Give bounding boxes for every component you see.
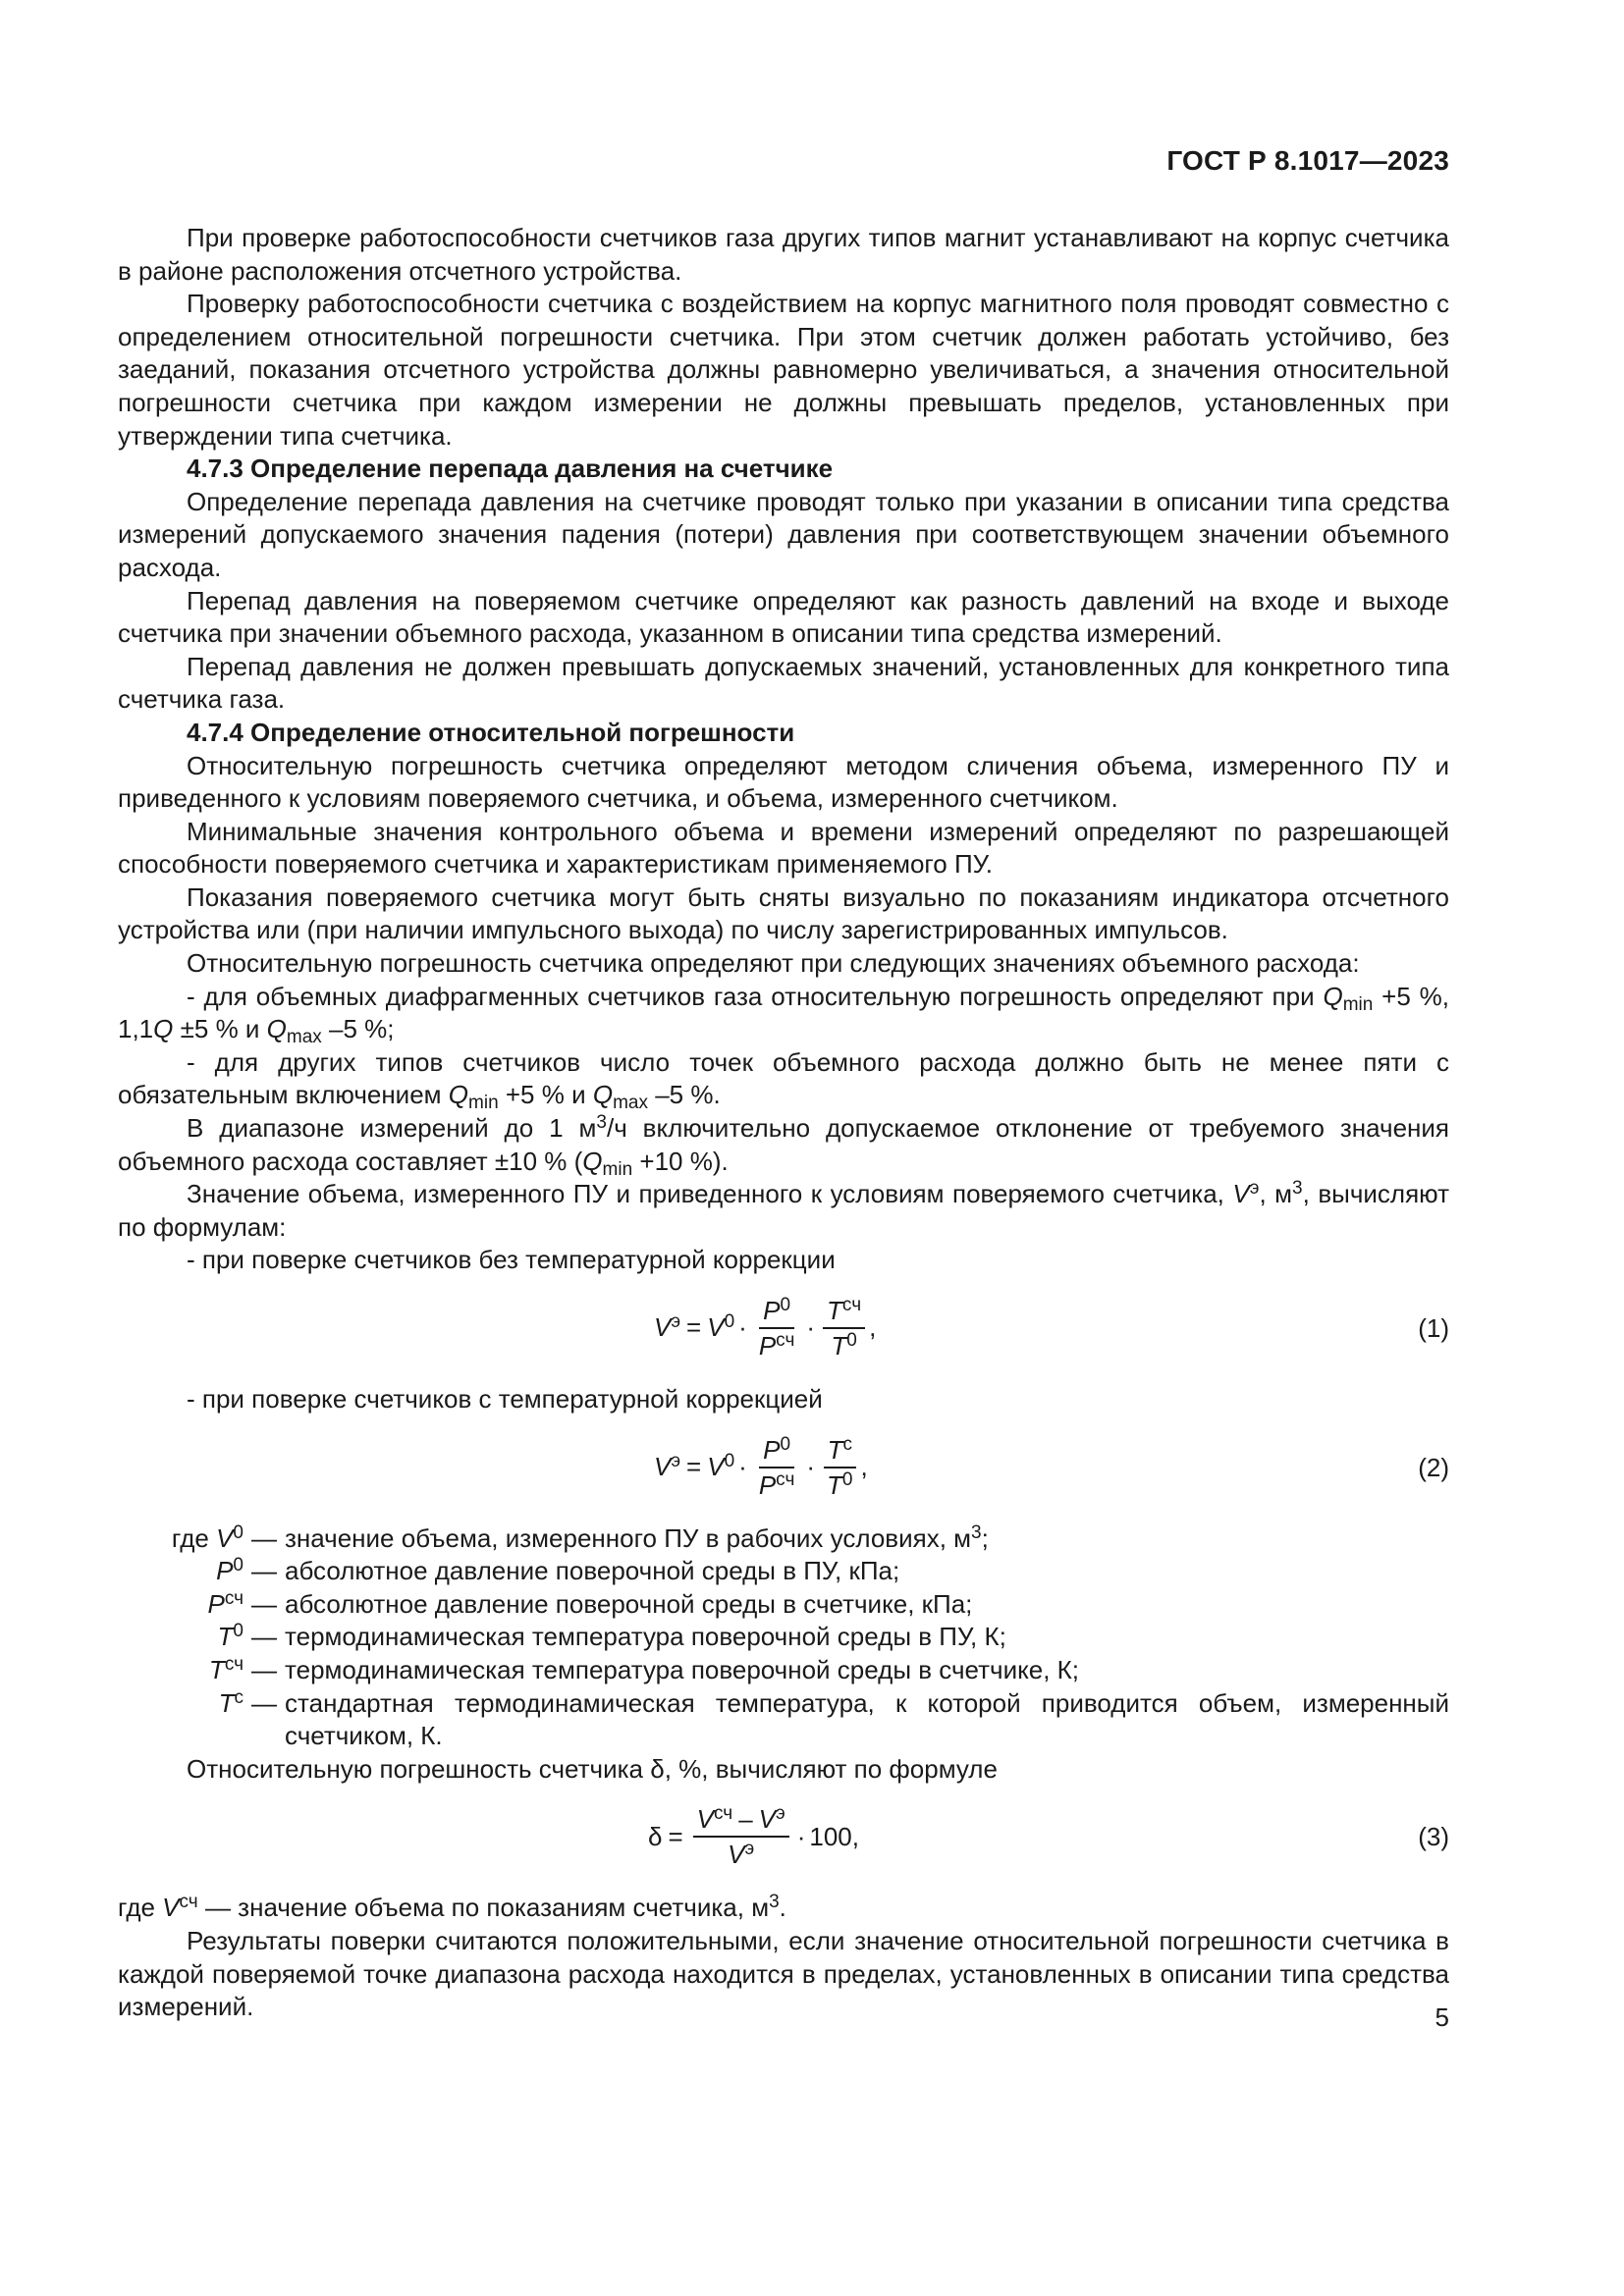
formula-1-number: (1): [1418, 1313, 1449, 1343]
paragraph-9: Относительную погрешность счетчика определяют при следующих значениях объемного расхода:: [187, 948, 1360, 979]
formula-1-expression: $V^э$ = $V^0$ · $\frac{P^0}{P^{сч}}$ · $\frac{T^{сч}}{T^0}$ ,: [654, 1295, 877, 1361]
paragraph-1: При проверке работоспособности счетчиков газа других типов магнит устанавливают на корпус счетчика в районе расположения отсчетного устройства.: [118, 223, 1449, 286]
paragraph-10: В диапазоне измерений до 1 $м^3/ч$ включительно допускаемое отклонение от требуемого значения объемного расхода составляет ±10 % ($Q_{min} +10$ %).: [118, 1112, 1450, 1180]
list-item-other-types: - для других типов счетчиков число точек объемного расхода должно быть не менее пяти с обязательным включением $Q_{min} +5$ % и $Q_{max}$ –5 %.: [118, 1046, 1449, 1114]
paragraph-12: Относительную погрешность счетчика δ, %, вычисляют по формуле: [187, 1753, 998, 1784]
definition-tsch: $T^{сч}$ — термодинамическая температура поверочной среды в счетчике, К;: [208, 1653, 1080, 1684]
fraction-volume-difference: $\frac{V^{сч} - V^э}{V^э}$: [693, 1804, 789, 1869]
page-number: 5: [1435, 2002, 1449, 2032]
definition-p0: $P^0$ — абсолютное давление поверочной среды в ПУ, кПа;: [216, 1555, 900, 1586]
symbol-definitions: [118, 1522, 1449, 1753]
dash-item-with-correction: - при поверке счетчиков с температурной коррекцией: [187, 1384, 823, 1414]
paragraph-7: Минимальные значения контрольного объема и времени измерений определяют по разрешающей способности поверяемого счетчика и характеристикам применяемого ПУ.: [118, 816, 1449, 880]
paragraph-11: Значение объема, измеренного ПУ и приведенного к условиям поверяемого счетчика, $V^э$, $м^3$, вычисляют по формулам:: [118, 1178, 1450, 1242]
definition-vsch: где $V^{сч}$ — значение объема по показаниям счетчика, $м^3$.: [118, 1892, 786, 1923]
dash-item-no-correction: - при поверке счетчиков без температурной коррекции: [187, 1245, 836, 1275]
section-heading-4-7-3: 4.7.3 Определение перепада давления на счетчике: [187, 454, 834, 484]
paragraph-2: Проверку работоспособности счетчика с воздействием на корпус магнитного поля проводят совместно с определением относительной погрешности счетчика. При этом счетчик должен работать устойчиво, без заеданий, показания отсчетного устройства должны равномерно увеличиваться, а значения относительной погрешности счетчика при каждом измерении не должны превышать пределов, установленных при утверждении типа счетчика.: [118, 289, 1449, 451]
fraction-pressure-2: $\frac{P^0}{P^{сч}}$: [758, 1433, 795, 1500]
paragraph-13: Результаты поверки считаются положительными, если значение относительной погрешности счетчика в каждой поверяемой точке диапазона расхода находится в пределах, установленных в описании типа средства измерений.: [118, 1925, 1449, 2022]
paragraph-5: Перепад давления не должен превышать допускаемых значений, установленных для конкретного типа счетчика газа.: [118, 651, 1449, 715]
list-item-diaphragm: - для объемных диафрагменных счетчиков газа относительную погрешность определяют при $Q_{min} +5$ %, 1,1Q ±5 % и $Q_{max}$ –5 %;: [118, 981, 1450, 1048]
formula-2: [118, 1426, 1449, 1509]
definition-psch: $P^{сч}$ — абсолютное давление поверочной среды в счетчике, кПа;: [207, 1587, 973, 1619]
fraction-pressure: $\frac{P^0}{P^{сч}}$: [758, 1295, 795, 1361]
formula-2-number: (2): [1418, 1452, 1449, 1482]
formula-2-expression: $V^э$ = $V^0$ · $\frac{P^0}{P^{сч}}$ · $\frac{T^с}{T^0}$ ,: [654, 1433, 868, 1500]
paragraph-4: Перепад давления на поверяемом счетчике определяют как разность давлений на входе и выходе счетчика при значении объемного расхода, указанном в описании типа средства измерений.: [118, 585, 1449, 649]
paragraph-8: Показания поверяемого счетчика могут быть сняты визуально по показаниям индикатора отсчетного устройства или (при наличии импульсного выхода) по числу зарегистрированных импульсов.: [118, 881, 1449, 945]
fraction-temperature: $\frac{T^{сч}}{T^0}$: [823, 1296, 865, 1361]
section-heading-4-7-4: 4.7.4 Определение относительной погрешности: [187, 717, 795, 747]
definition-tc: $T^с$ — стандартная термодинамическая температура, к которой приводится объем, измеренный счетчиком, К.: [218, 1686, 1449, 1751]
standard-header: ГОСТ Р 8.1017—2023: [1166, 145, 1449, 176]
formula-3-number: (3): [1418, 1822, 1449, 1852]
definition-v0: где $V^0$ — значение объема, измеренного ПУ в рабочих условиях, $м^3$;: [171, 1522, 989, 1553]
formula-3-expression: δ = $\frac{V^{сч} - V^э}{V^э}$ · 100,: [648, 1803, 859, 1870]
formula-3: [118, 1795, 1449, 1878]
definition-t0: $T^0$ — термодинамическая температура поверочной среды в ПУ, К;: [217, 1621, 1006, 1652]
paragraph-6: Относительную погрешность счетчика определяют методом сличения объема, измеренного ПУ и приведенного к условиям поверяемого счетчика, и объема, измеренного счетчиком.: [118, 750, 1449, 814]
paragraph-3: Определение перепада давления на счетчике проводят только при указании в описании типа средства измерений допускаемого значения падения (потери) давления при соответствующем значении объемного расхода.: [118, 486, 1449, 582]
page-content: [118, 222, 1449, 2024]
formula-1: [118, 1287, 1449, 1369]
fraction-temperature-2: $\frac{T^с}{T^0}$: [823, 1435, 856, 1500]
